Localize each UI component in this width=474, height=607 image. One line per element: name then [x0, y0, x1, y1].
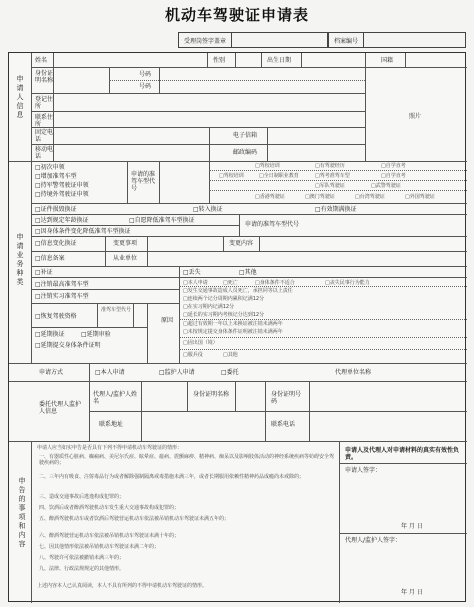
reason-military[interactable]: □服兵役: [183, 352, 203, 358]
notice-item-2: 二、三年内有吸食、注射毒品行为或者解除强制隔离戒毒措施未满三年，或者长期服用依赖性精神药品成瘾尚未戒除的；: [39, 474, 305, 480]
notice-closing: 上述内容本人已认真阅读，本人不具有所列的不得申请机动车驾驶证的情形。: [37, 583, 208, 589]
biz-item-4[interactable]: □达到规定年龄换证: [35, 217, 89, 224]
responsibility-note: 申请人及代理人对申请材料的真实有效性负责。: [345, 447, 460, 461]
agent-section-label: 委托代理人监护人信息: [39, 401, 82, 415]
biz-item-2[interactable]: □转入换证: [193, 206, 223, 213]
school-opt-6[interactable]: □驾考准驾车型: [315, 173, 350, 179]
school-opt-10[interactable]: □香港驾驶证: [255, 194, 285, 200]
id-doc-label: 身份证明名称: [35, 70, 54, 84]
biz-initial-4[interactable]: □持境外驾驶证申领: [35, 191, 89, 198]
reason-accident[interactable]: □发生交通事故造成人员死亡，承担同等以上责任: [183, 288, 293, 294]
biz-item-16: 准驾车型代号: [101, 307, 132, 313]
notice-section-label: 申告的事项和内容: [18, 477, 26, 549]
id-number-label-2: 号码: [139, 83, 152, 90]
biz-item-13[interactable]: □注销最高准驾车型: [35, 281, 89, 288]
biz-item-10[interactable]: □信息备案: [35, 255, 65, 262]
apply-method-label: 申请方式: [39, 369, 64, 376]
reason-expired[interactable]: □超过有效期一年以上未换证被注销未满两年: [183, 321, 283, 327]
registered-address-label: 登记住所: [35, 96, 54, 110]
reason-death[interactable]: □死亡: [223, 280, 238, 286]
applicant-sign-date: 年 月 日: [401, 523, 423, 530]
apply-method-entrust[interactable]: □委托: [221, 369, 239, 376]
agent-id-no-label: 身份证明号码: [271, 391, 302, 405]
notice-item-9: 九、法律、行政法规规定的其他情形。: [39, 566, 125, 572]
email-label: 电子信箱: [233, 132, 258, 139]
notice-item-1: 一、有器质性心脏病、癫痫病、美尼尔氏症、眩晕症、癔病、震颤麻痹、精神病、痴呆以及影响肢体活动的神经系统疾病等妨碍安全驾驶疾病的；: [39, 454, 335, 466]
reason-points-extended[interactable]: □延长的实习期内考核记分达到12分: [183, 312, 265, 318]
birth-date-label: 出生日期: [267, 57, 292, 64]
reason-lost[interactable]: □丢失: [183, 269, 201, 276]
reason-self[interactable]: □本人申请: [183, 280, 208, 286]
sex-label: 性别: [213, 57, 226, 64]
reason-abroad[interactable]: □因出国（境）: [183, 340, 218, 346]
apply-method-guardian[interactable]: □监护人申请: [159, 369, 195, 376]
school-opt-13[interactable]: □外国驾驶证: [405, 194, 435, 200]
reason-other-2[interactable]: □其他: [223, 352, 238, 358]
received-label: 受理岗签字盖章: [179, 33, 232, 47]
school-opt-12[interactable]: □台湾驾驶证: [355, 194, 385, 200]
reason-capacity[interactable]: □丧失民事行为能力: [325, 280, 370, 286]
agent-contact-addr-label: 联系地址: [99, 421, 124, 428]
biz-item-5[interactable]: □自愿降低准驾车型换证: [129, 217, 195, 224]
name-label: 姓名: [35, 57, 48, 64]
mobile-label: 移动电话: [35, 146, 54, 160]
notice-intro: 申请人应当如实申告是否具有下列不得申请机动车驾驶证的情形：: [37, 445, 183, 451]
biz-item-14[interactable]: □注销实习准驾车型: [35, 293, 89, 300]
notice-item-6: 六、醉酒驾驶营运机动车依法被吊销机动车驾驶证未满十年的；: [39, 533, 180, 539]
agent-phone-label: 联系电话: [271, 421, 296, 428]
biz-item-3[interactable]: □有效期满换证: [315, 206, 357, 213]
received-stamp-box: [178, 32, 328, 48]
notice-item-3: 三、造成交通事故后逃逸构成犯罪的；: [39, 494, 125, 500]
fixed-phone-label: 固定电话: [35, 129, 54, 143]
biz-item-9: 变更内容: [229, 240, 254, 247]
reason-other-1[interactable]: □其他: [239, 269, 257, 276]
biz-item-19[interactable]: □延期提交身体条件证明: [35, 342, 101, 349]
biz-item-12[interactable]: □补证: [35, 269, 53, 276]
school-opt-9[interactable]: □武警驾驶证: [371, 183, 401, 189]
form-frame: [8, 52, 466, 602]
school-opt-4[interactable]: □驾校培训: [219, 173, 244, 179]
notice-item-8: 八、驾驶许可依法被撤销未满三年的；: [39, 555, 125, 561]
school-opt-7[interactable]: □自学直考: [381, 173, 406, 179]
id-number-label-1: 号码: [139, 71, 152, 78]
agent-org-label: 代理单位名称: [335, 369, 372, 376]
reason-points-two[interactable]: □连续两个记分周期内累积记满12分: [183, 296, 265, 302]
biz-item-8: 变更事项: [113, 240, 138, 247]
school-opt-5[interactable]: □全日制职业教育: [259, 173, 299, 179]
photo-label: 照片: [409, 113, 422, 120]
agent-id-doc-label: 身份证明名称: [193, 391, 230, 398]
school-opt-11[interactable]: □澳门驾驶证: [305, 194, 335, 200]
agent-name-label: 代理人/监护人姓名: [93, 391, 138, 405]
school-opt-1[interactable]: □驾校培训: [255, 163, 280, 169]
agent-sign-label: 代理人/监护人签字：: [345, 537, 402, 544]
notice-item-5: 五、醉酒驾驶机动车或者饮酒后驾驶营运机动车依法被吊销机动车驾驶证未满五年的；: [39, 516, 230, 522]
reason-column-label: 原因: [161, 317, 174, 324]
apply-drive-type-label: 申请的准驾车型代号: [245, 221, 300, 228]
business-section-label: 申请业务种类: [16, 233, 24, 287]
notice-item-4: 四、饮酒后或者醉酒驾驶机动车发生重大交通事故构成犯罪的；: [39, 505, 180, 511]
applicant-info-section-label: 申请人信息: [16, 75, 24, 120]
school-opt-8[interactable]: □军队驾驶证: [315, 183, 345, 189]
biz-item-18[interactable]: □延期审验: [81, 331, 111, 338]
biz-item-6[interactable]: □因身体条件变化降低准驾车型换证: [35, 228, 131, 235]
biz-initial-2[interactable]: □增加准驾车型: [35, 173, 77, 180]
agent-sign-date: 年 月 日: [401, 589, 423, 596]
postcode-label: 邮政编码: [233, 149, 258, 156]
biz-item-1[interactable]: □证件损毁换证: [35, 206, 77, 213]
biz-initial-3[interactable]: □持军警驾驶证申领: [35, 182, 89, 189]
biz-item-7[interactable]: □信息变化换证: [35, 240, 77, 247]
school-opt-3[interactable]: □自学直考: [381, 163, 406, 169]
notice-item-7: 七、因其他情形依法被吊销机动车驾驶证未满二年的；: [39, 544, 160, 550]
reason-no-cert[interactable]: □未按规定提交身体条件证明被注销未满两年: [183, 329, 283, 335]
reason-body[interactable]: □身体条件不适合: [255, 280, 295, 286]
drive-type-label: 申请的准驾车型代号: [131, 171, 156, 192]
nationality-label: 国籍: [381, 57, 394, 64]
biz-item-11: 从业单位: [113, 255, 138, 262]
file-number-box: [328, 32, 466, 48]
form-title: 机动车驾驶证申请表: [164, 6, 309, 24]
apply-method-self[interactable]: □本人申请: [95, 369, 125, 376]
biz-item-15[interactable]: □恢复驾驶资格: [35, 313, 77, 320]
biz-initial-1[interactable]: □初次申领: [35, 164, 65, 171]
contact-address-label: 联系住所: [35, 114, 54, 128]
biz-item-17[interactable]: □延期换证: [35, 331, 65, 338]
file-number-label: 档案编号: [329, 33, 364, 47]
applicant-sign-label: 申请人签字：: [345, 467, 382, 474]
school-opt-2[interactable]: □有驾驶经历: [315, 163, 345, 169]
reason-points-intern[interactable]: □在实习期内记满12分: [183, 304, 235, 310]
